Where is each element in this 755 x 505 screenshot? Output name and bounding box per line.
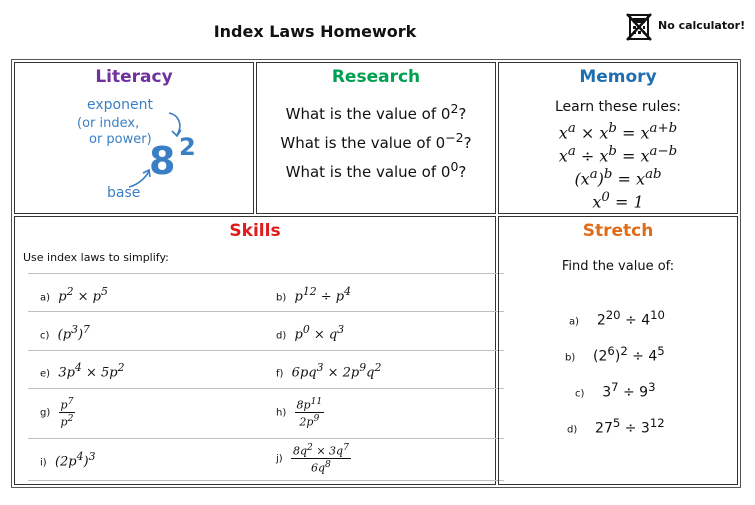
skills-instruction: Use index laws to simplify: bbox=[23, 251, 169, 264]
skills-question-e: e) $3p^4 \times 5p^2$ bbox=[40, 361, 125, 381]
memory-rule-multiply: $x^a \times x^b = x^{a+b}$ bbox=[558, 121, 678, 143]
skills-divider bbox=[28, 311, 504, 312]
skills-divider bbox=[28, 350, 504, 351]
research-panel bbox=[256, 62, 496, 214]
stretch-heading: Stretch bbox=[582, 221, 654, 241]
memory-intro: Learn these rules: bbox=[554, 99, 682, 115]
exponent-digit: 2 bbox=[179, 133, 196, 161]
research-question-1: What is the value of $0^2$? bbox=[285, 101, 467, 123]
skills-question-b: b) $p^{12} \div p^4$ bbox=[276, 285, 351, 305]
skills-question-i: i) $(2p^4)^3$ bbox=[40, 450, 96, 470]
skills-question-j: j) $\frac{8q^2 \times 3q^7}{6q^8}$ bbox=[276, 442, 349, 475]
memory-heading: Memory bbox=[579, 67, 657, 87]
exponent-sub2: or power) bbox=[89, 132, 152, 147]
base-label: base bbox=[107, 185, 141, 201]
no-calculator-icon bbox=[626, 13, 652, 41]
exponent-label: exponent bbox=[87, 97, 153, 113]
worksheet-grid bbox=[11, 59, 741, 488]
stretch-question-b: b) $(2^6)^2 \div 4^5$ bbox=[565, 344, 665, 365]
skills-question-d: d) $p^0 \times q^3$ bbox=[276, 323, 345, 343]
skills-question-f: f) $6pq^3 \times 2p^9q^2$ bbox=[276, 361, 382, 381]
base-digit: 8 bbox=[149, 139, 176, 183]
page-title: Index Laws Homework bbox=[213, 22, 417, 41]
stretch-panel bbox=[498, 216, 738, 485]
skills-heading: Skills bbox=[229, 221, 281, 241]
skills-divider bbox=[28, 438, 504, 439]
skills-question-c: c) $(p^3)^7$ bbox=[40, 323, 90, 343]
skills-question-g: g) $\frac{p^7}{p^2}$ bbox=[40, 396, 74, 429]
skills-question-a: a) $p^2 \times p^5$ bbox=[40, 285, 108, 305]
stretch-intro: Find the value of: bbox=[561, 259, 675, 274]
stretch-question-c: c) $3^7 \div 9^3$ bbox=[575, 380, 656, 401]
memory-rule-power: $(x^a)^b = x^{ab}$ bbox=[574, 167, 662, 189]
literacy-heading: Literacy bbox=[95, 67, 173, 87]
skills-divider bbox=[28, 388, 504, 389]
research-heading: Research bbox=[331, 67, 421, 87]
memory-rule-divide: $x^a \div x^b = x^{a-b}$ bbox=[558, 144, 678, 166]
skills-divider bbox=[28, 480, 504, 481]
skills-question-h: h) $\frac{8p^{11}}{2p^9}$ bbox=[276, 396, 323, 429]
stretch-question-d: d) $27^5 \div 3^{12}$ bbox=[567, 416, 665, 437]
stretch-question-a: a) $2^{20} \div 4^{10}$ bbox=[569, 308, 665, 329]
memory-panel bbox=[498, 62, 738, 214]
skills-divider bbox=[28, 273, 504, 274]
literacy-panel bbox=[14, 62, 254, 214]
memory-rule-zero: $x^0 = 1$ bbox=[592, 190, 644, 212]
research-question-2: What is the value of $0^{-2}$? bbox=[280, 130, 472, 152]
research-question-3: What is the value of $0^0$? bbox=[285, 159, 467, 181]
calculator-note: No calculator! bbox=[658, 19, 746, 32]
exponent-sub1: (or index, bbox=[77, 116, 140, 131]
